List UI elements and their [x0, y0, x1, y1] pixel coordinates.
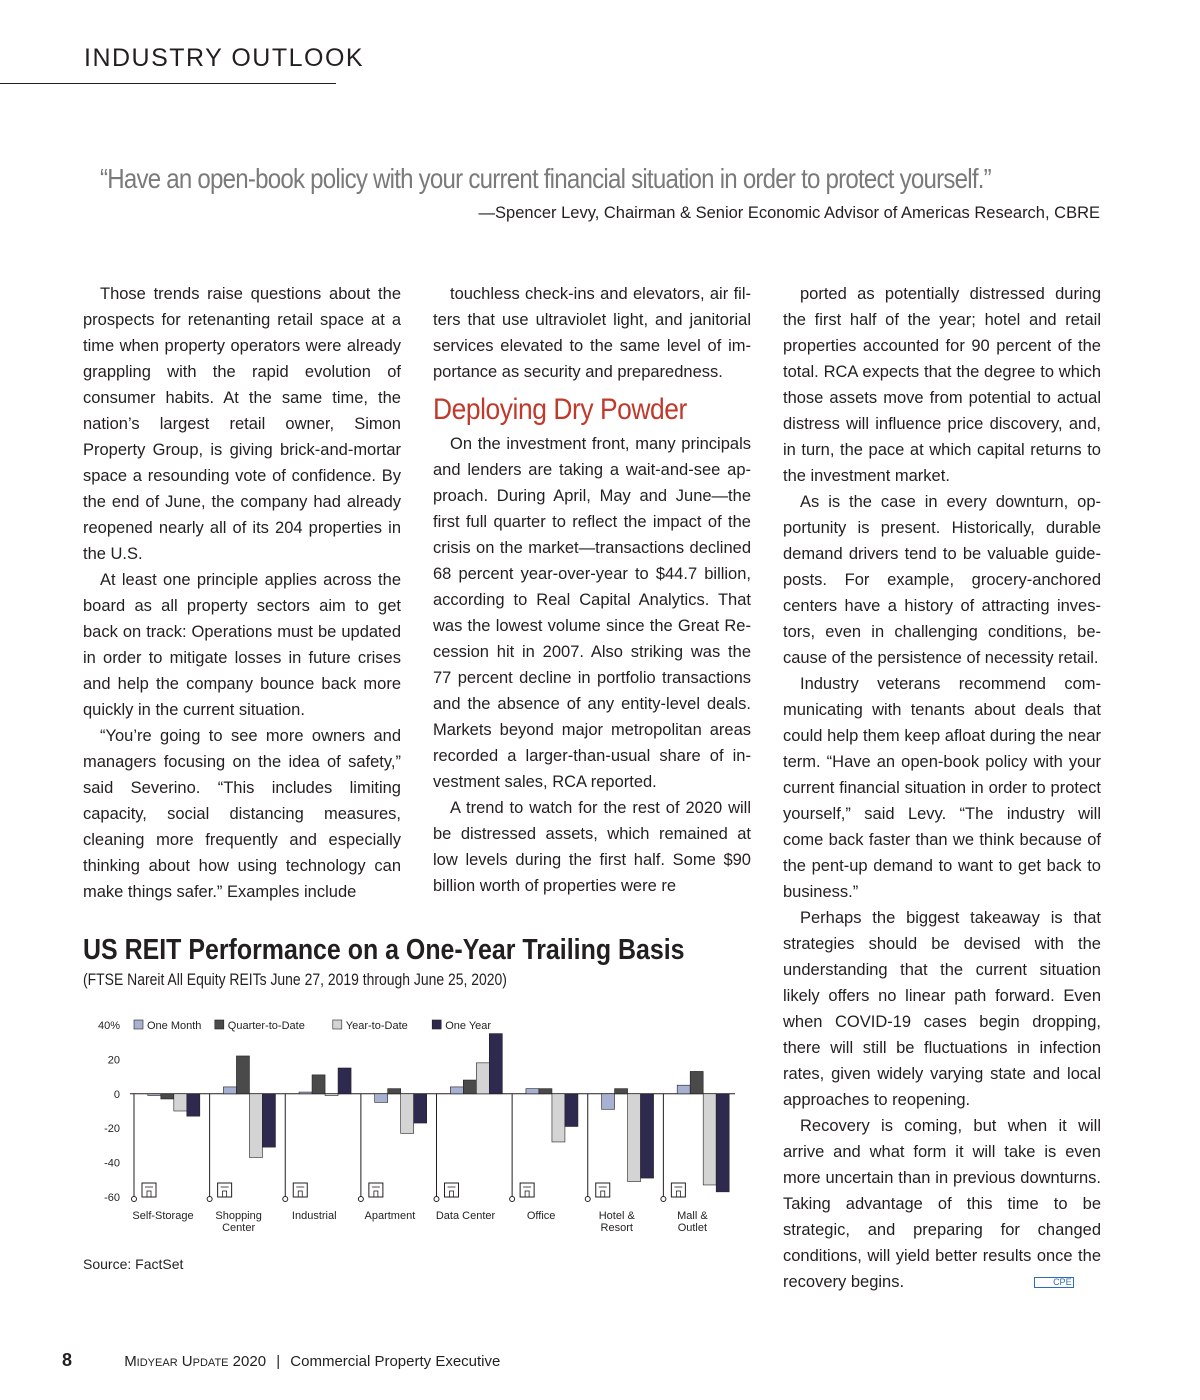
bar: [677, 1085, 690, 1094]
category-marker: [207, 1197, 212, 1202]
bar: [615, 1089, 628, 1094]
category-label: Industrial: [291, 1210, 337, 1222]
y-tick-label: 40%: [97, 1020, 120, 1032]
category-marker: [585, 1197, 590, 1202]
bar: [414, 1094, 427, 1123]
bar: [174, 1094, 187, 1111]
section-rule: [0, 83, 336, 84]
category-label: Apartment: [364, 1210, 416, 1222]
paragraph: Industry veterans recommend communicating with tenants about deals that could help them keep afloat during the near term. “Have an open-book policy with your current financial situation in order to protect yourself,” said Levy. “The industry will come back faster than we think because of the pent-up demand to want to get back to business.”: [783, 675, 1101, 901]
chart-title: US REIT Performance on a One-Year Trailing Basis: [83, 934, 685, 966]
category-label: Resort: [600, 1222, 633, 1234]
category-marker: [283, 1197, 288, 1202]
publication-name: Midyear Update 2020: [124, 1353, 267, 1370]
building-icon: [520, 1183, 534, 1197]
building-icon: [596, 1183, 610, 1197]
paragraph: At least one principle applies across the board as all property sectors aim to get back on track: Operations must be updated in order to mitigate losses in future crises and help the company bounce back more quickly in the current situation.: [83, 571, 401, 719]
legend-swatch: [432, 1020, 441, 1029]
bar: [161, 1094, 174, 1099]
building-icon-door: [450, 1191, 454, 1197]
building-icon-door: [525, 1191, 529, 1197]
bar: [602, 1094, 615, 1109]
category-marker: [510, 1197, 515, 1202]
bar: [628, 1094, 641, 1182]
bar: [187, 1094, 200, 1116]
category-label: Data Center: [435, 1210, 496, 1222]
y-tick-label: 0: [113, 1088, 120, 1101]
legend-swatch: [333, 1020, 342, 1029]
bar: [476, 1063, 489, 1094]
bar: [641, 1094, 654, 1178]
y-tick-label: 20: [107, 1054, 120, 1067]
chart-source: Source: FactSet: [83, 1256, 184, 1272]
category-label: Hotel &: [598, 1210, 635, 1222]
page-number: 8: [62, 1350, 73, 1370]
y-tick-label: -40: [104, 1157, 120, 1170]
bar: [690, 1071, 703, 1093]
paragraph: Those trends raise questions about the prospects for retenanting retail space at a time when property operators were already grappling with the rapid evolution of consumer habits. At the same time, the nation’s largest retail owner, Simon Property Group, is giving brick-and-mortar space a resounding vote of confidence. By the end of June, the company had already reopened nearly all of its 204 properties in the U.S.: [83, 285, 401, 563]
bar: [262, 1094, 275, 1147]
page-footer: [62, 1350, 500, 1371]
paragraph: As is the case in every downturn, opportunity is present. Historically, durable demand drivers tend to be valuable guideposts. For example, grocery-anchored centers have a history of attracting investors, even in challenging conditions, because of the persistence of necessity retail.: [783, 493, 1101, 667]
legend-label: One Year: [445, 1020, 492, 1032]
building-icon-door: [147, 1191, 151, 1197]
bar: [148, 1094, 161, 1096]
section-label: INDUSTRY OUTLOOK: [84, 44, 365, 72]
y-tick-label: -20: [104, 1123, 120, 1136]
building-icon-door: [374, 1191, 378, 1197]
building-icon-door: [676, 1191, 680, 1197]
pull-quote-attribution: —Spencer Levy, Chairman & Senior Economic Advisor of Americas Research, CBRE: [478, 204, 1100, 222]
category-label: Self-Storage: [132, 1210, 194, 1222]
building-icon-door: [298, 1191, 302, 1197]
category-marker: [661, 1197, 666, 1202]
paragraph: A trend to watch for the rest of 2020 will be distressed assets, which remained at low levels during the first half. Some $90 billion worth of properties were re: [433, 799, 751, 895]
article-column-2: [433, 281, 751, 899]
y-tick-label: -60: [104, 1192, 120, 1204]
article-column-3: [783, 281, 1101, 1295]
category-label: Shopping: [215, 1210, 262, 1222]
bar: [236, 1056, 249, 1094]
building-icon: [369, 1183, 383, 1197]
paragraph: On the investment front, many principals and lenders are taking a wait-and-see approach. During April, May and June—the first full quarter to reflect the impact of the crisis on the market—transactions declined 68 percent year-over-year to $44.7 billion, according to Real Capital Analytics. That was the lowest volume since the Great Recession hit in 2007. Also striking was the 77 percent decline in portfolio transactions and the absence of any entity-level deals. Markets beyond major metropolitan areas recorded a larger-than-usual share of investment sales, RCA reported.: [433, 435, 751, 791]
bar: [312, 1075, 325, 1094]
building-icon: [671, 1183, 685, 1197]
bar: [450, 1087, 463, 1094]
end-mark-logo: CPE: [1034, 1277, 1074, 1288]
building-icon-door: [601, 1191, 605, 1197]
bar: [223, 1087, 236, 1094]
subheading: Deploying Dry Powder: [433, 393, 687, 426]
bar: [716, 1094, 729, 1192]
paragraph-text: Recovery is coming, but when it will arrive and what form it will take is even more uncertain than in previous downturns. Taking advantage of this time to be strategic, and preparing for changed conditions, will yield better results once the recovery begins.: [783, 1117, 1101, 1291]
bar: [552, 1094, 565, 1142]
legend-label: Year-to-Date: [345, 1020, 408, 1032]
paragraph: ported as potentially distressed during the first half of the year; hotel and retail properties accounted for 90 percent of the total. RCA expects that the degree to which those assets move from potential to actual distress will influence price discovery, and, in turn, the pace at which capital returns to the investment market.: [783, 285, 1101, 485]
bar: [703, 1094, 716, 1185]
bar: [539, 1089, 552, 1094]
bar: [338, 1068, 351, 1094]
pull-quote: “Have an open-book policy with your current financial situation in order to protect yourself.”: [100, 163, 991, 194]
building-icon: [293, 1183, 307, 1197]
bar: [401, 1094, 414, 1134]
reit-performance-chart: [90, 1010, 750, 1250]
bar: [489, 1034, 502, 1094]
category-marker: [434, 1197, 439, 1202]
building-icon: [218, 1183, 232, 1197]
footer-separator: |: [276, 1353, 281, 1370]
bar: [388, 1089, 401, 1094]
article-column-1: [83, 281, 401, 905]
bar: [526, 1089, 539, 1094]
legend-swatch: [134, 1020, 143, 1029]
category-label: Outlet: [677, 1222, 708, 1234]
building-icon: [142, 1183, 156, 1197]
legend-label: One Month: [147, 1020, 202, 1032]
category-marker: [358, 1197, 363, 1202]
bar: [375, 1094, 388, 1103]
paragraph: Perhaps the biggest takeaway is that strategies should be devised with the understanding that the current situation likely offers no linear path forward. Even when COVID-19 cases begin dropping, there will still be fluctuations in infection rates, given widely varying state and local approaches to reopening.: [783, 909, 1101, 1109]
bar: [565, 1094, 578, 1127]
building-icon: [445, 1183, 459, 1197]
bar: [463, 1080, 476, 1094]
building-icon-door: [223, 1191, 227, 1197]
chart-subtitle: (FTSE Nareit All Equity REITs June 27, 2019 through June 25, 2020): [83, 970, 507, 989]
brand-name: Commercial Property Executive: [290, 1353, 501, 1370]
paragraph: [783, 1113, 1101, 1295]
bar: [299, 1092, 312, 1094]
category-marker: [132, 1197, 137, 1202]
legend-swatch: [215, 1020, 224, 1029]
category-label: Center: [222, 1222, 256, 1234]
paragraph: touchless check-ins and elevators, air filters that use ultraviolet light, and janitorial services elevated to the same level of importance as security and preparedness.: [433, 285, 751, 381]
legend-label: Quarter-to-Date: [227, 1020, 305, 1032]
paragraph: “You’re going to see more owners and managers focusing on the idea of safety,” said Severino. “This includes limiting capacity, social distancing measures, cleaning more frequently and especially thinking about how using technology can make things safer.” Examples include: [83, 727, 401, 901]
bar: [325, 1094, 338, 1096]
category-label: Mall &: [677, 1210, 708, 1222]
category-label: Office: [526, 1210, 556, 1222]
bar: [249, 1094, 262, 1158]
